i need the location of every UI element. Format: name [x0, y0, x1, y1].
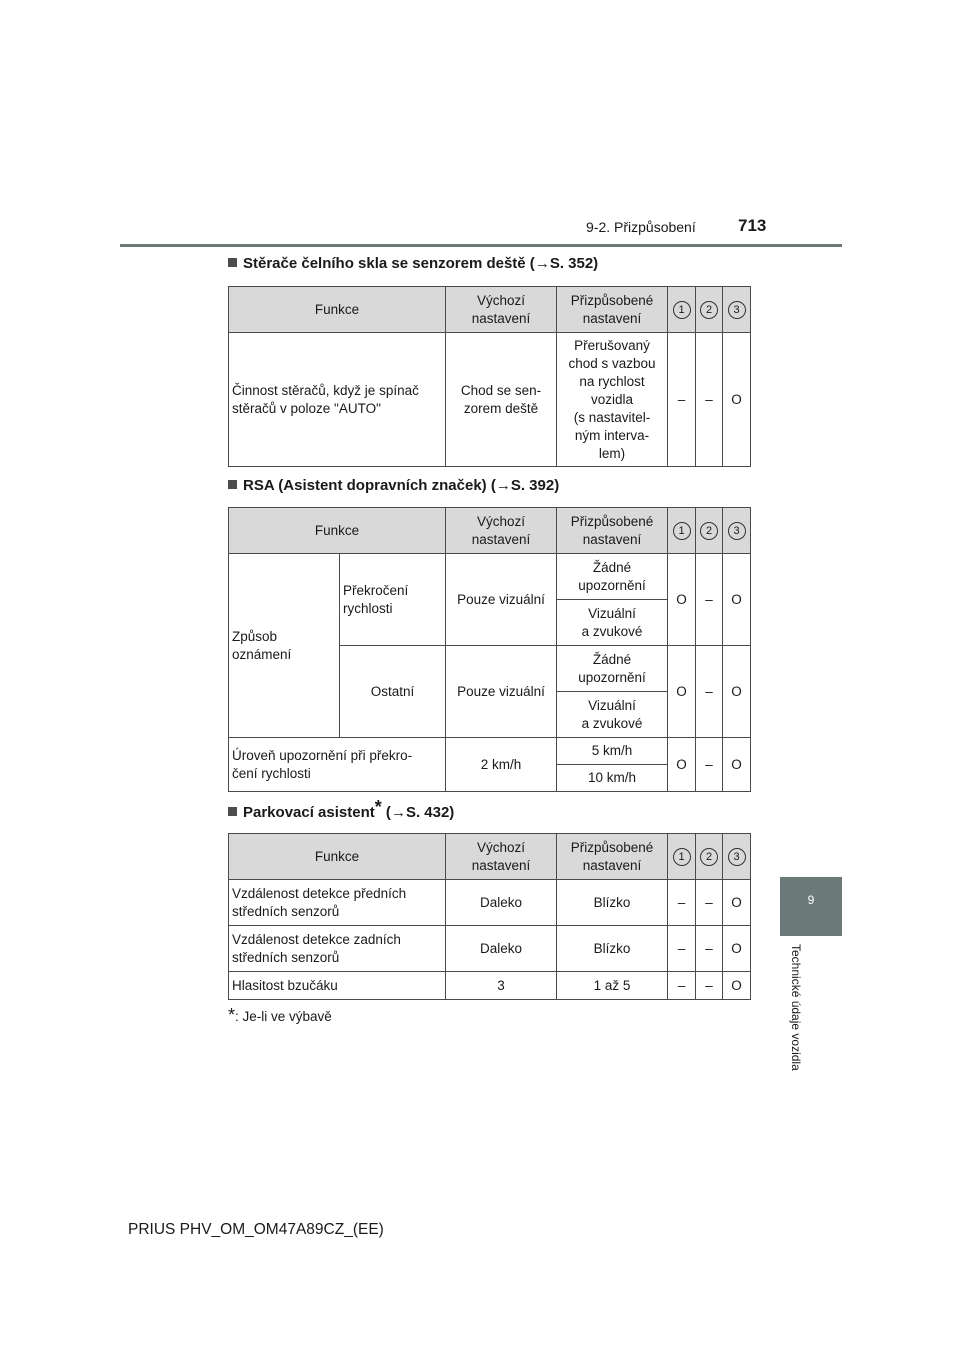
rsa-settings-table: [228, 507, 751, 792]
cell-funkce: Vzdálenost detekce předních středních senzorů: [229, 880, 446, 926]
column-header-default: Výchozí nastavení: [446, 834, 557, 880]
arrow-right-icon: →: [390, 804, 406, 821]
cell-option: Vizuální a zvukové: [557, 600, 668, 646]
column-header-funkce: Funkce: [229, 834, 446, 880]
cell-mark-3: O: [723, 880, 751, 926]
cell-default: Pouze vizuální: [446, 554, 557, 646]
cell-mark-2: –: [696, 646, 723, 738]
cell-funkce: Úroveň upozornění při překro- čení rychlosti: [229, 738, 446, 792]
circled-one-icon: 1: [673, 848, 691, 866]
cell-funkce: Hlasitost bzučáku: [229, 972, 446, 1000]
table-header-row: [229, 287, 751, 333]
circled-one-icon: 1: [673, 301, 691, 319]
cell-funkce: Činnost stěračů, když je spínač stěračů v poloze "AUTO": [229, 333, 446, 467]
table-row: [229, 926, 751, 972]
cell-mark-3: O: [723, 554, 751, 646]
column-header-1: [668, 287, 696, 333]
column-header-funkce: Funkce: [229, 508, 446, 554]
cell-default: Daleko: [446, 880, 557, 926]
circled-two-icon: 2: [700, 301, 718, 319]
cell-default: Chod se sen- zorem deště: [446, 333, 557, 467]
cell-mark-1: –: [668, 333, 696, 467]
cell-mark-1: –: [668, 926, 696, 972]
cell-mark-1: O: [668, 738, 696, 792]
cell-mark-3: O: [723, 972, 751, 1000]
column-header-3: [723, 508, 751, 554]
column-header-default: Výchozí nastavení: [446, 508, 557, 554]
bullet-square-icon: [228, 807, 237, 816]
cell-mark-2: –: [696, 972, 723, 1000]
circled-one-icon: 1: [673, 522, 691, 540]
cell-option: 10 km/h: [557, 765, 668, 792]
cell-custom: Blízko: [557, 880, 668, 926]
chapter-number: 9: [807, 893, 815, 907]
footnote-star: *: [374, 797, 382, 817]
column-header-custom: Přizpůsobené nastavení: [557, 287, 668, 333]
cell-default: Daleko: [446, 926, 557, 972]
cell-option: Žádné upozornění: [557, 646, 668, 692]
bullet-square-icon: [228, 258, 237, 267]
cell-mark-3: O: [723, 333, 751, 467]
column-header-1: [668, 834, 696, 880]
cell-sub-label: Ostatní: [340, 646, 446, 738]
wipers-settings-table: [228, 286, 751, 467]
parking-settings-table: [228, 833, 751, 1000]
column-header-1: [668, 508, 696, 554]
cell-option: Vizuální a zvukové: [557, 692, 668, 738]
cell-mark-2: –: [696, 333, 723, 467]
cell-mark-1: –: [668, 972, 696, 1000]
column-header-2: [696, 834, 723, 880]
arrow-right-icon: →: [534, 255, 550, 272]
column-header-funkce: Funkce: [229, 287, 446, 333]
section-title-rsa: RSA (Asistent dopravních značek) (→S. 392): [228, 477, 559, 494]
cell-default: 3: [446, 972, 557, 1000]
table-row: [229, 972, 751, 1000]
footnote: *: Je-li ve výbavě: [228, 1005, 332, 1025]
page-reference-link[interactable]: S. 392): [510, 477, 560, 494]
cell-option: Žádné upozornění: [557, 554, 668, 600]
cell-funkce: Vzdálenost detekce zadních středních senzorů: [229, 926, 446, 972]
circled-two-icon: 2: [700, 848, 718, 866]
column-header-default: Výchozí nastavení: [446, 287, 557, 333]
cell-sub-label: Překročení rychlosti: [340, 554, 446, 646]
cell-mark-3: O: [723, 738, 751, 792]
table-header-row: [229, 834, 751, 880]
table-header-row: [229, 508, 751, 554]
cell-custom: Přerušovaný chod s vazbou na rychlost vozidla (s nastavitel- ným interva- lem): [557, 333, 668, 467]
circled-three-icon: 3: [728, 848, 746, 866]
column-header-custom: Přizpůsobené nastavení: [557, 508, 668, 554]
circled-two-icon: 2: [700, 522, 718, 540]
page-reference-link[interactable]: S. 352): [549, 255, 599, 272]
document-id: PRIUS PHV_OM_OM47A89CZ_(EE): [128, 1221, 384, 1238]
cell-mark-1: O: [668, 646, 696, 738]
column-header-custom: Přizpůsobené nastavení: [557, 834, 668, 880]
arrow-right-icon: →: [495, 477, 511, 494]
cell-mark-2: –: [696, 880, 723, 926]
bullet-square-icon: [228, 480, 237, 489]
column-header-3: [723, 834, 751, 880]
page-number: 713: [738, 216, 767, 235]
table-row: [229, 554, 751, 600]
cell-mark-1: –: [668, 880, 696, 926]
cell-custom: 1 až 5: [557, 972, 668, 1000]
table-row: [229, 333, 751, 467]
cell-mark-2: –: [696, 554, 723, 646]
cell-option: 5 km/h: [557, 738, 668, 765]
column-header-2: [696, 508, 723, 554]
table-row: [229, 880, 751, 926]
cell-mark-1: O: [668, 554, 696, 646]
cell-mark-3: O: [723, 646, 751, 738]
section-breadcrumb: 9-2. Přizpůsobení: [586, 219, 696, 235]
cell-mark-2: –: [696, 738, 723, 792]
cell-group-label: Způsob oznámení: [229, 554, 340, 738]
page-reference-link[interactable]: S. 432): [405, 804, 455, 821]
column-header-3: [723, 287, 751, 333]
cell-mark-2: –: [696, 926, 723, 972]
cell-mark-3: O: [723, 926, 751, 972]
section-title-wipers: Stěrače čelního skla se senzorem deště (→S. 352): [228, 255, 598, 272]
chapter-label: Technické údaje vozidla: [789, 944, 803, 1071]
cell-default: Pouze vizuální: [446, 646, 557, 738]
circled-three-icon: 3: [728, 522, 746, 540]
footnote-star: *: [228, 1005, 236, 1025]
circled-three-icon: 3: [728, 301, 746, 319]
table-row: [229, 738, 751, 765]
column-header-2: [696, 287, 723, 333]
section-title-parking: Parkovací asistent* (→S. 432): [228, 801, 454, 822]
header-divider: [120, 244, 842, 247]
cell-default: 2 km/h: [446, 738, 557, 792]
cell-custom: Blízko: [557, 926, 668, 972]
